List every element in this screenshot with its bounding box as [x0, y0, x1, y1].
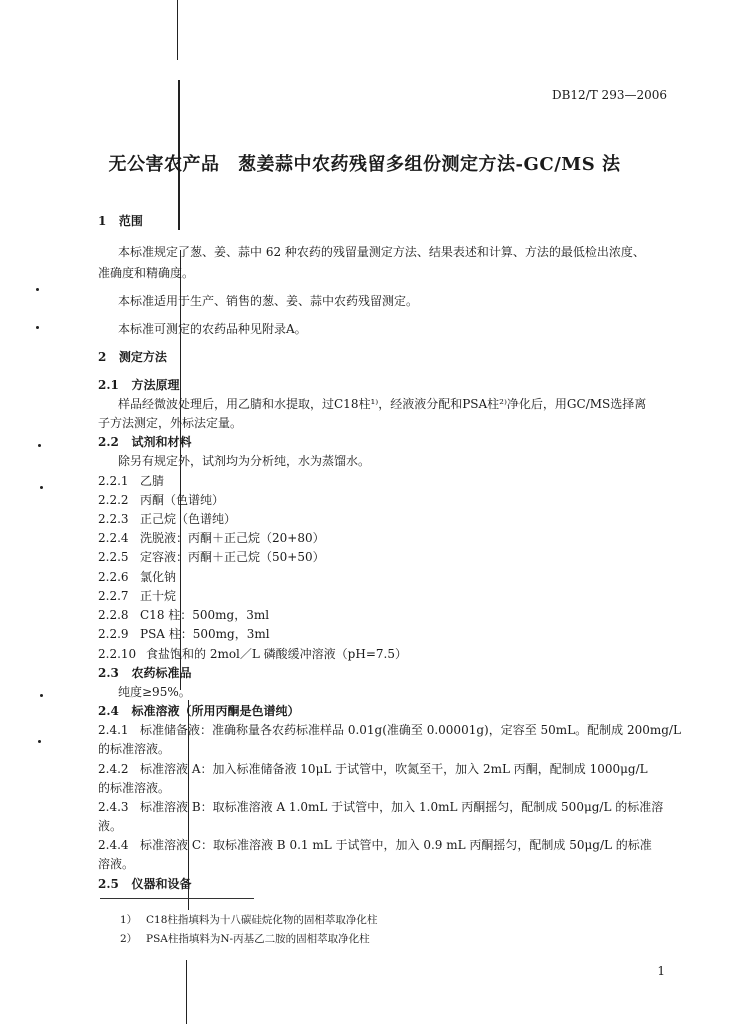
paragraph-line: 本标准规定了葱、姜、蒜中 62 种农药的残留量测定方法、结果表述和计算、方法的最低检出浓度、: [118, 245, 645, 259]
clause-line: [98, 760, 648, 777]
reagent-item: [98, 606, 269, 623]
item-text: C18 柱：500mg，3ml: [140, 608, 270, 622]
item-text: 定容液：丙酮＋正己烷（50+50）: [140, 550, 325, 564]
footnote-text: PSA柱指填料为N-丙基乙二胺的固相萃取净化柱: [146, 933, 370, 945]
section-number: 2: [98, 350, 107, 364]
paragraph-line: 样品经微波处理后，用乙腈和水提取，过C18柱¹⁾，经液液分配和PSA柱²⁾净化后，用GC/MS选择离: [118, 397, 647, 411]
reagent-item: [98, 645, 407, 662]
clause-line: [98, 721, 681, 738]
scan-speck: [40, 486, 43, 489]
section-1-heading: [98, 212, 143, 229]
reagent-item: [98, 510, 236, 527]
item-number: 2.2.8: [98, 608, 129, 622]
section-number: 1: [98, 214, 107, 228]
item-text: 丙酮（色谱纯）: [140, 493, 225, 507]
paragraph: 本标准适用于生产、销售的葱、姜、蒜中农药残留测定。: [118, 294, 419, 308]
clause-text: 标准储备液：准确称量各农药标准样品 0.01g(准确至 0.00001g)，定容至 50mL。配制成 200mg/L: [140, 723, 681, 737]
standard-code: DB12/T 293—2006: [551, 88, 667, 102]
section-number: 2.5: [98, 877, 119, 891]
footnote: [120, 931, 370, 946]
page-number: 1: [657, 964, 665, 978]
reagent-item: [98, 587, 176, 604]
section-title: 仪器和设备: [131, 877, 192, 891]
footnote-number: 2）: [120, 933, 138, 945]
item-number: 2.4.1: [98, 723, 129, 737]
section-title: 试剂和材料: [131, 435, 192, 449]
reagent-item: [98, 491, 224, 508]
subsection-2-4-heading: [98, 702, 299, 719]
item-text: 氯化钠: [140, 570, 177, 584]
item-text: PSA 柱：500mg，3ml: [140, 627, 270, 641]
item-number: 2.4.2: [98, 762, 129, 776]
section-number: 2.3: [98, 666, 119, 680]
section-title: 农药标准品: [131, 666, 192, 680]
scan-speck: [36, 288, 39, 291]
item-text: 洗脱液：丙酮＋正己烷（20+80）: [140, 531, 325, 545]
scan-speck: [38, 740, 41, 743]
scan-artifact-line: [186, 960, 187, 1024]
scan-speck: [38, 444, 41, 447]
item-text: 乙腈: [140, 474, 165, 488]
item-text: 食盐饱和的 2mol／L 磷酸缓冲溶液（pH=7.5）: [146, 647, 407, 661]
section-title: 范围: [118, 214, 143, 228]
section-number: 2.2: [98, 435, 119, 449]
paragraph: 纯度≥95%。: [118, 685, 191, 699]
clause-line: [98, 798, 663, 815]
section-title: 方法原理: [131, 378, 180, 392]
reagent-item: [98, 548, 325, 565]
item-number: 2.4.3: [98, 800, 129, 814]
footnote: [120, 912, 377, 927]
section-2-heading: [98, 348, 167, 365]
subsection-2-3-heading: [98, 664, 191, 681]
footnote-number: 1）: [120, 914, 138, 926]
paragraph-line: 准确度和精确度。: [98, 266, 195, 280]
clause-line: 液。: [98, 819, 123, 833]
paragraph: 除另有规定外，试剂均为分析纯，水为蒸馏水。: [118, 454, 371, 468]
item-number: 2.2.6: [98, 570, 129, 584]
item-number: 2.2.5: [98, 550, 129, 564]
scan-artifact-line: [180, 250, 181, 690]
footnote-divider: [100, 898, 254, 899]
item-number: 2.2.3: [98, 512, 129, 526]
paragraph: 本标准可测定的农药品种见附录A。: [118, 322, 307, 336]
clause-line: [98, 836, 652, 853]
section-number: 2.4: [98, 704, 119, 718]
section-title: 测定方法: [118, 350, 167, 364]
item-text: 正己烷（色谱纯）: [140, 512, 237, 526]
reagent-item: [98, 568, 176, 585]
clause-line: 的标准溶液。: [98, 742, 171, 756]
item-number: 2.4.4: [98, 838, 129, 852]
scan-speck: [40, 694, 43, 697]
item-number: 2.2.4: [98, 531, 129, 545]
clause-text: 标准溶液 B：取标准溶液 A 1.0mL 于试管中，加入 1.0mL 丙酮摇匀，配制成 500μg/L 的标准溶: [140, 800, 664, 814]
clause-line: 的标准溶液。: [98, 781, 171, 795]
reagent-item: [98, 625, 270, 642]
item-number: 2.2.7: [98, 589, 129, 603]
item-text: 正十烷: [140, 589, 177, 603]
item-number: 2.2.10: [98, 647, 137, 661]
clause-line: 溶液。: [98, 857, 135, 871]
clause-text: 标准溶液 C：取标准溶液 B 0.1 mL 于试管中，加入 0.9 mL 丙酮摇匀，配制成 50μg/L 的标准: [140, 838, 652, 852]
subsection-2-1-heading: [98, 376, 179, 393]
reagent-item: [98, 472, 164, 489]
clause-text: 标准溶液 A：加入标准储备液 10μL 于试管中，吹氮至干，加入 2mL 丙酮，配制成 1000μg/L: [140, 762, 648, 776]
document-title: 无公害农产品 葱姜蒜中农药残留多组份测定方法-GC/MS 法: [108, 154, 621, 175]
section-number: 2.1: [98, 378, 119, 392]
scan-speck: [36, 326, 39, 329]
reagent-item: [98, 529, 325, 546]
paragraph-line: 子方法测定，外标法定量。: [98, 416, 243, 430]
item-number: 2.2.9: [98, 627, 129, 641]
section-title: 标准溶液（所用丙酮是色谱纯）: [131, 704, 300, 718]
scan-artifact-line: [177, 0, 178, 60]
subsection-2-2-heading: [98, 433, 191, 450]
footnote-text: C18柱指填料为十八碳硅烷化物的固相萃取净化柱: [146, 914, 378, 926]
subsection-2-5-heading: [98, 875, 191, 892]
item-number: 2.2.2: [98, 493, 129, 507]
item-number: 2.2.1: [98, 474, 129, 488]
